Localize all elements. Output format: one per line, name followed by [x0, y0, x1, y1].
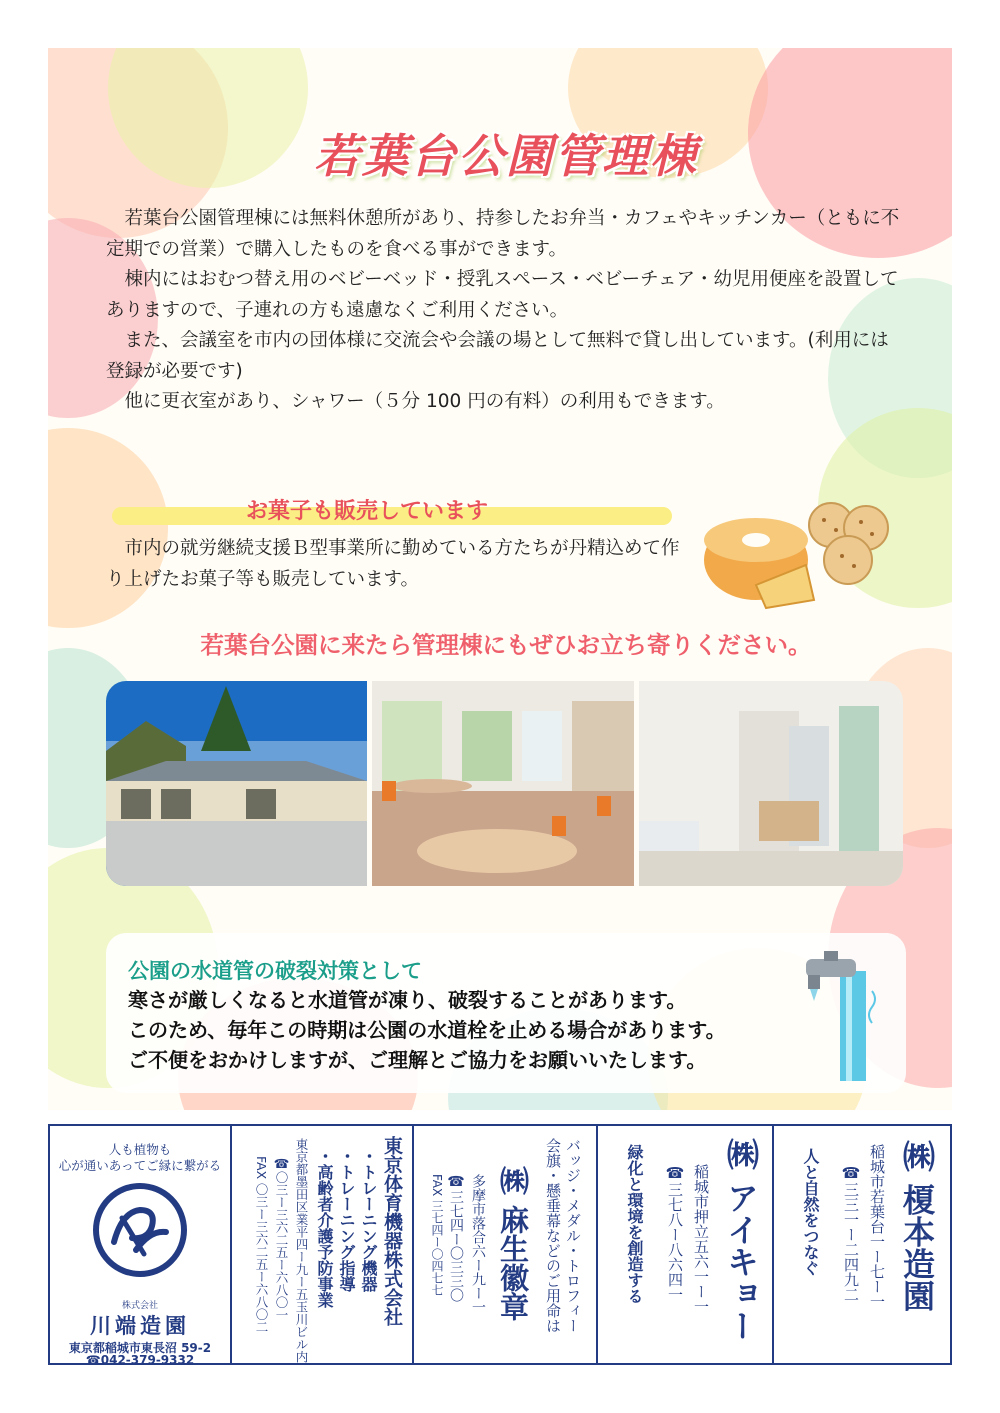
intro-paragraph: 他に更衣室があり、シャワー（５分 100 円の有料）の利用もできます。	[124, 391, 725, 412]
sweets-illustration	[696, 490, 906, 610]
sponsor-slogan: バッジ・メダル・トロフィー	[564, 1138, 582, 1333]
rest-area-photo	[372, 681, 634, 886]
sponsor-name: 東京体育機器株式会社	[381, 1136, 403, 1326]
sponsor-slogan: 緑化と環境を創造する	[625, 1144, 644, 1304]
water-notice-box	[106, 933, 906, 1093]
snacks-text	[106, 534, 696, 595]
sponsor-tel: ☎〇三ー三六二五ー六八〇一	[274, 1156, 289, 1321]
water-notice-line: 寒さが厳しくなると水道管が凍り、破裂することがあります。	[128, 988, 687, 1012]
sponsor-tel: ☎042-379-9332	[85, 1353, 195, 1367]
sponsor-name: ㈱ 麻生徽章	[496, 1166, 530, 1322]
intro-paragraph: 若葉台公園管理棟には無料休憩所があり、持参したお弁当・カフェやキッチンカー（ともに不定期での営業）で購入したものを食べる事ができます。	[106, 208, 900, 260]
sponsor-address: 稲城市押立五六一ー一	[692, 1164, 710, 1314]
sponsor-aso	[412, 1126, 598, 1363]
snacks-heading: お菓子も販売しています	[246, 499, 489, 524]
sponsor-name: ㈱ アイキョー	[722, 1138, 760, 1342]
baby-room-photo	[639, 681, 903, 886]
cookie-icon	[824, 536, 872, 584]
water-notice-title: 公園の水道管の破裂対策として	[128, 959, 422, 983]
sponsor-section	[48, 1124, 952, 1365]
sponsor-slogan: 人も植物も 心が通いあってご縁に繋がる	[58, 1142, 222, 1173]
sponsor-kawabata	[50, 1126, 230, 1367]
photo-strip	[106, 681, 903, 886]
frozen-faucet-icon	[796, 951, 886, 1091]
sponsor-name: 川端造園	[90, 1314, 190, 1338]
sponsor-address: 東京都墨田区業平四ー九ー五玉川ビル内	[294, 1138, 309, 1363]
sponsor-service: ・トレーニング機器	[359, 1148, 378, 1292]
sponsor-address: 東京都稲城市東長沼 59-2	[68, 1341, 212, 1355]
sponsor-address: 稲城市若葉台一ー七ー一	[868, 1144, 886, 1309]
building-exterior-photo	[106, 681, 367, 886]
sponsor-aikyo	[596, 1126, 774, 1363]
water-notice-line: このため、毎年この時期は公園の水道栓を止める場合があります。	[128, 1018, 726, 1042]
sponsor-tokyo-taiiku	[230, 1126, 414, 1363]
intro-paragraph: 棟内にはおむつ替え用のベビーベッド・授乳スペース・ベビーチェア・幼児用便座を設置してありますので、子連れの方も遠慮なくご利用ください。	[106, 269, 899, 321]
sponsor-fax: FAX 〇三ー三六二五ー六八〇二	[254, 1156, 269, 1334]
sponsor-enomoto	[772, 1126, 954, 1363]
intro-paragraph: また、会議室を市内の団体様に交流会や会議の場として無料で貸し出しています。(利用には登録が必要です)	[106, 330, 889, 382]
info-panel	[48, 48, 952, 1110]
sponsor-tel: ☎三七四ー〇三三〇	[448, 1174, 464, 1302]
snacks-paragraph: 市内の就労継続支援Ｂ型事業所に勤めている方たちが丹精込めて作り上げたお菓子等も販売しています。	[106, 538, 680, 590]
sponsor-name: ㈱ 榎本造園	[898, 1140, 936, 1312]
water-notice-line: ご不便をおかけしますが、ご理解とご協力をお願いいたします。	[128, 1048, 707, 1072]
sponsor-slogan: 人と自然をつなぐ	[801, 1148, 820, 1276]
sponsor-fax: FAX 三七四ー〇四七七	[430, 1174, 444, 1297]
sponsor-address: 多摩市落合六ー九ー一	[470, 1174, 486, 1314]
sponsor-service: ・トレーニング指導	[337, 1148, 356, 1292]
panel-content	[106, 108, 906, 1108]
call-to-action: 若葉台公園に来たら管理棟にもぜひお立ち寄りください。	[200, 631, 812, 659]
kawabata-logo-icon	[92, 1182, 188, 1278]
company-type: 株式会社	[121, 1301, 158, 1311]
sponsor-tel: ☎三七八ー八六四一	[666, 1164, 684, 1302]
sponsor-tel: ☎三三一ー二四九二	[842, 1164, 860, 1302]
sponsor-slogan: 会旗・懸垂幕などのご用命は	[544, 1138, 562, 1333]
water-notice-text	[128, 985, 726, 1075]
sponsor-service: ・高齢者介護予防事業	[315, 1148, 334, 1308]
intro-text	[106, 204, 906, 418]
page-title: 若葉台公園管理棟	[314, 129, 698, 183]
